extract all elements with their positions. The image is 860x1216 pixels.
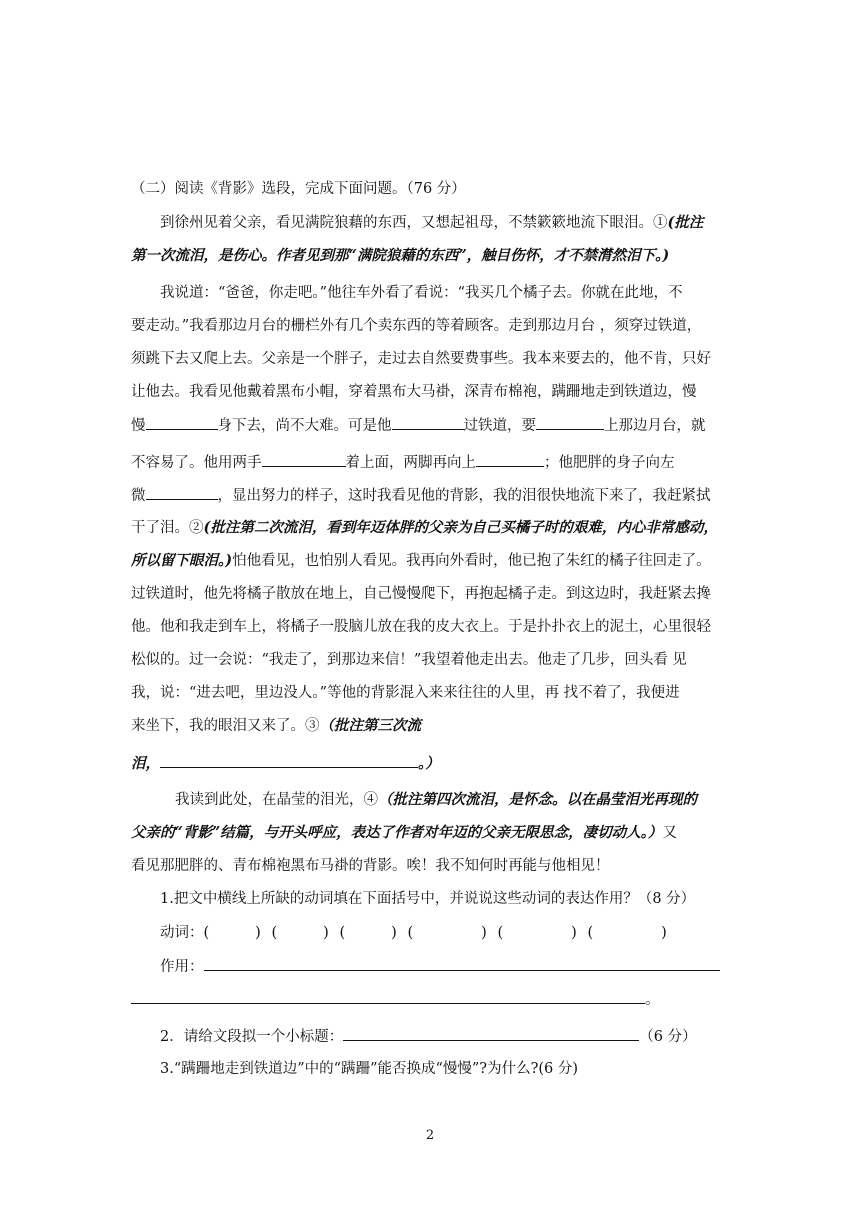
text: 又 (662, 825, 677, 841)
annotation-3-start: （批注第三次流 (319, 717, 421, 734)
paren: ( (271, 925, 278, 941)
paren: ( (203, 925, 210, 941)
fill-blank-6[interactable] (146, 485, 218, 500)
page-number: 2 (425, 1128, 435, 1143)
para3-line1 (175, 790, 730, 810)
paren: ) (391, 925, 397, 941)
effect-answer-line-2[interactable] (131, 989, 645, 1004)
text: 怕他看见，也怕别人看见。我再向外看时，他已抱了朱红的橘子往回走了。 (232, 553, 711, 569)
fill-blank-5[interactable] (476, 452, 544, 467)
paren: ( (587, 925, 594, 941)
para2-line11: 他。他和我走到车上，将橘子一股脑儿放在我的皮大衣上。于是扑扑衣上的泥土，心里很轻 (131, 619, 711, 635)
text: 。 (645, 992, 660, 1008)
text: 我读到此处，在晶莹的泪光，④ (175, 792, 378, 808)
para2-line2: 要走动。”我看那边月台的栅栏外有几个卖东西的等着顾客。走到那边月台 ，须穿过铁道， (131, 318, 702, 334)
text: 干了泪。② (131, 520, 204, 536)
fill-blank-4[interactable] (262, 452, 346, 467)
verbs-label: 动词： (160, 925, 204, 941)
text: 上那边月台，就 (604, 418, 706, 434)
para2-line8 (131, 518, 731, 538)
paren: ( (497, 925, 504, 941)
para2-line1: 我说道：“爸爸，你走吧。”他往车外看了看说：“我买几个橘子去。你就在此地，不 (160, 285, 683, 301)
annotation-1-start: (批注 (667, 214, 704, 231)
para2-line14 (131, 716, 731, 736)
para1-line1 (160, 213, 730, 233)
para2-line13: 我，说：“进去吧，里边没人。”等他的背影混入来来往往的人里，再 找不着了，我便进 (131, 685, 680, 701)
subtitle-answer-line[interactable] (343, 1026, 639, 1041)
para3-line3: 看见那肥胖的、青布棉袍黑布马褂的背影。唉！我不知何时再能与他相见！ (131, 858, 610, 874)
effect-answer-line[interactable] (204, 956, 720, 971)
question-3: 3.“蹒跚地走到铁道边”中的“蹒跚”能否换成“慢慢”?为什么?(6 分) (160, 1061, 579, 1077)
para3-line2 (131, 823, 731, 843)
para2-line5 (131, 415, 731, 436)
annotation-4-end: 父亲的“背影”结篇，与开头呼应，表达了作者对年迈的父亲无限思念，凄切动人。） (131, 824, 663, 841)
verb-answer-slot[interactable] (498, 923, 588, 943)
question-1-effect-cont (131, 989, 731, 1010)
fill-blank-1[interactable] (146, 415, 218, 430)
text: 。） (418, 755, 440, 772)
para2-line9 (131, 551, 731, 571)
para2-line3: 须跳下去又爬上去。父亲是一个胖子，走过去自然要费事些。我本来要去的，他不肯，只好 (131, 351, 711, 367)
para2-line12: 松似的。过一会说：“我走了，到那边来信！”我望着他走出去。他走了几步，回头看 见 (131, 652, 687, 668)
text: 2．请给文段拟一个小标题： (160, 1029, 344, 1045)
text: ；他肥胖的身子向左 (544, 455, 675, 471)
effect-label: 作用： (160, 959, 204, 975)
paren: ) (323, 925, 329, 941)
para2-line6 (131, 452, 731, 473)
para2-line10: 过铁道时，他先将橘子散放在地上，自己慢慢爬下，再抱起橘子走。到这边时，我赶紧去搀 (131, 586, 711, 602)
paren: ) (661, 925, 667, 941)
question-1-effect (160, 956, 730, 977)
text: 着上面，两脚再向上 (345, 455, 476, 471)
fill-blank-3[interactable] (536, 415, 604, 430)
para2-line7 (131, 485, 731, 506)
para2-line15 (131, 753, 731, 774)
text: 来坐下，我的眼泪又来了。③ (131, 718, 320, 734)
question-1-verbs (160, 923, 730, 943)
text: 慢 (131, 418, 146, 434)
question-2 (160, 1026, 730, 1047)
fill-blank-2[interactable] (392, 415, 464, 430)
paren: ( (339, 925, 346, 941)
paren: ( (407, 925, 414, 941)
annotation-3-blank[interactable] (160, 753, 418, 768)
para2-line4: 让他去。我看见他戴着黑布小帽，穿着黑布大马褂，深青布棉袍，蹒跚地走到铁道边，慢 (131, 384, 697, 400)
verb-answer-slot[interactable] (204, 923, 272, 943)
paren: ) (571, 925, 577, 941)
annotation-1: 第一次流泪，是伤心。作者见到那“满院狼藉的东西”，触目伤怀，才不禁潸然泪下。) (131, 247, 670, 264)
question-1: 1.把文中横线上所缺的动词填在下面括号中，并说说这些动词的表达作用？（8 分） (160, 891, 696, 907)
annotation-2-end: 所以留下眼泪。) (131, 552, 233, 569)
text: ，显出努力的样子，这时我看见他的背影，我的泪很快地流下来了，我赶紧拭 (217, 488, 711, 504)
section-heading: （二）阅读《背影》选段，完成下面问题。（76 分） (131, 181, 466, 197)
verb-answer-slot[interactable] (272, 923, 340, 943)
annotation-4: （批注第四次流泪，是怀念。以在晶莹泪光再现的 (378, 791, 697, 808)
text: 微 (131, 488, 146, 504)
text: 身下去，尚不大难。可是他 (217, 418, 392, 434)
verb-answer-slot[interactable] (340, 923, 408, 943)
annotation-2: (批注第二次流泪，看到年迈体胖的父亲为自己买橘子时的艰难，内心非常感动， (203, 519, 718, 536)
annotation-3: 泪， (131, 755, 160, 772)
verb-answer-slot[interactable] (588, 923, 678, 943)
para1-text: 到徐州见着父亲，看见满院狼藉的东西，又想起祖母，不禁簌簌地流下眼泪。① (160, 215, 668, 231)
paren: ) (481, 925, 487, 941)
text: （6 分） (639, 1029, 697, 1045)
text: 不容易了。他用两手 (131, 455, 262, 471)
text: 过铁道，要 (463, 418, 536, 434)
paren: ) (255, 925, 261, 941)
verb-answer-slot[interactable] (408, 923, 498, 943)
